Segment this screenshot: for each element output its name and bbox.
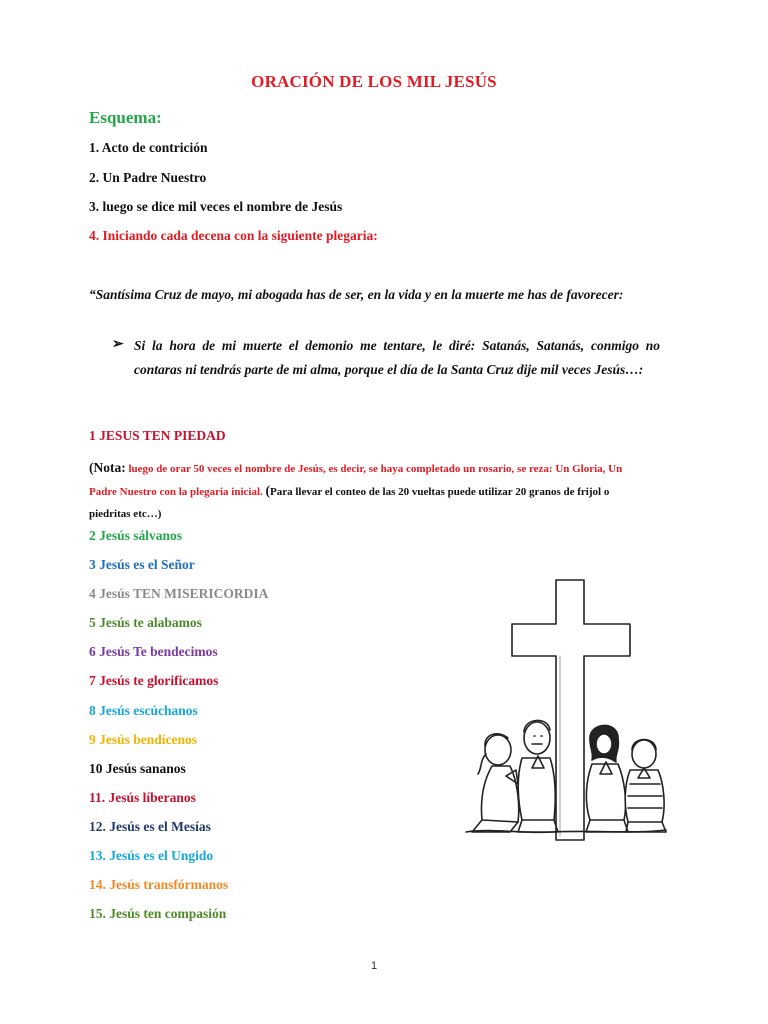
list-item: 2 Jesús sálvanos bbox=[89, 528, 183, 543]
list-item: 4 Jesús TEN MISERICORDIA bbox=[89, 586, 269, 601]
note-label: (Nota: bbox=[89, 460, 126, 475]
list-item: 5 Jesús te alabamos bbox=[89, 615, 202, 630]
page-number: 1 bbox=[370, 960, 378, 972]
note-red-text: luego de orar 50 veces el nombre de Jesús, es decir, se haya completado un rosario, se reza: Un Gloria, Un Padre Nuestro con la plegaria inicial. bbox=[89, 463, 623, 498]
section-title: 1 JESUS TEN PIEDAD bbox=[89, 428, 226, 443]
list-item: 3 Jesús es el Señor bbox=[89, 557, 195, 572]
note-paragraph bbox=[89, 457, 649, 525]
prayer-intro: “Santísima Cruz de mayo, mi abogada has de ser, en la vida y en la muerte me has de favorecer: bbox=[89, 287, 624, 302]
list-item: 6 Jesús Te bendecimos bbox=[89, 644, 218, 659]
list-item: 11. Jesús líberanos bbox=[89, 790, 196, 805]
step-item: 4. Iniciando cada decena con la siguiente plegaria: bbox=[89, 228, 378, 243]
list-item: 8 Jesús escúchanos bbox=[89, 703, 198, 718]
step-item: 2. Un Padre Nuestro bbox=[89, 170, 207, 185]
list-item: 12. Jesús es el Mesías bbox=[89, 819, 211, 834]
list-item: 9 Jesús bendícenos bbox=[89, 732, 198, 747]
step-item: 1. Acto de contrición bbox=[89, 140, 208, 155]
note-black-text: Para llevar el conteo de las 20 vueltas puede utilizar 20 granos de frijol o piedritas etc…) bbox=[89, 486, 610, 520]
document-title: ORACIÓN DE LOS MIL JESÚS bbox=[251, 72, 497, 91]
list-item: 15. Jesús ten compasión bbox=[89, 906, 227, 921]
prayer-bullet-text: Si la hora de mi muerte el demonio me tentare, le diré: Satanás, Satanás, conmigo no contaras ni tendrás parte de mi alma, porque el día de la Santa Cruz dije mil veces Jesús…: bbox=[134, 338, 660, 377]
list-item: 7 Jesús te glorificamos bbox=[89, 673, 219, 688]
list-item: 14. Jesús transfórmanos bbox=[89, 877, 229, 892]
step-item: 3. luego se dice mil veces el nombre de Jesús bbox=[89, 199, 343, 214]
list-item: 10 Jesús sananos bbox=[89, 761, 186, 776]
arrow-bullet-icon: ➢ bbox=[112, 337, 124, 352]
cross-with-praying-children-icon bbox=[462, 570, 670, 844]
note-open-paren: ( bbox=[265, 483, 270, 498]
prayer-bullet bbox=[112, 334, 660, 381]
schema-heading: Esquema: bbox=[89, 108, 162, 127]
list-item: 13. Jesús es el Ungido bbox=[89, 848, 214, 863]
